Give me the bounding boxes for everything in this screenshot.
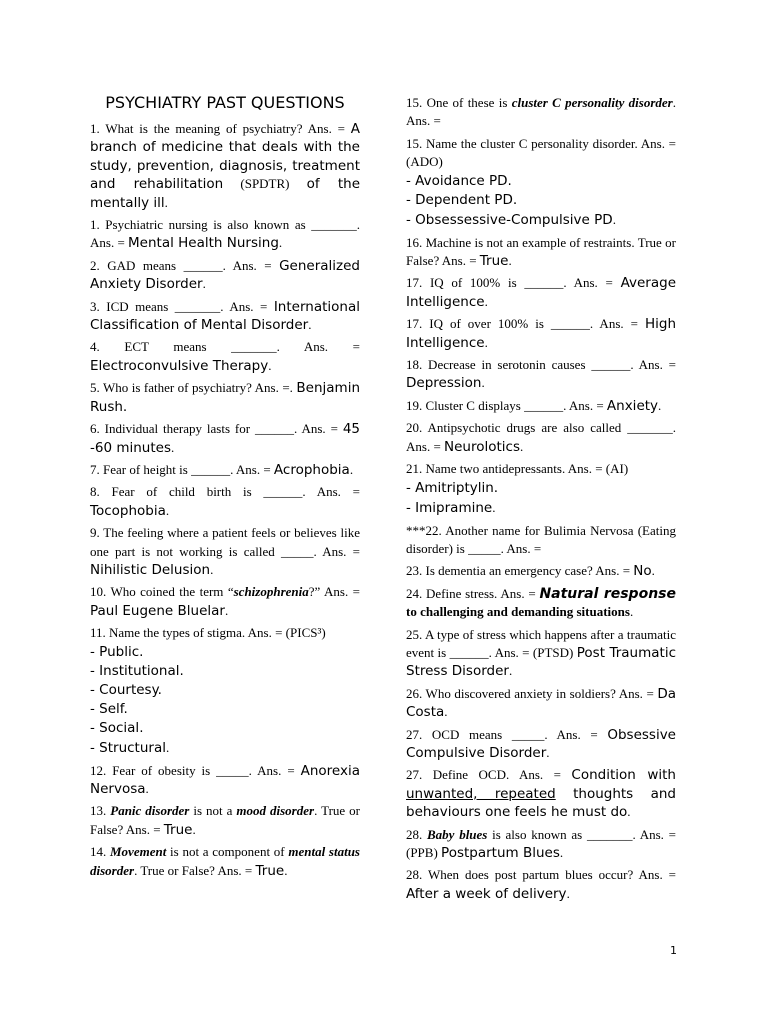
question-20: 20. Antipsychotic drugs are also called _______. Ans. = Neurolotics.	[406, 420, 676, 455]
question-psychiatric-nursing: 1. Psychiatric nursing is also known as _______. Ans. = Mental Health Nursing.	[90, 217, 360, 252]
answer-1a: A branch of medicine that deals with the study, prevention, diagnosis, treatment and rehabilitation	[90, 121, 360, 193]
question-10: 10. Who coined the term “schizophrenia?” Ans. = Paul Eugene Bluelar.	[90, 584, 360, 619]
question-17a: 17. IQ of 100% is ______. Ans. = Average Intelligence.	[406, 275, 676, 310]
question-19: 19. Cluster C displays ______. Ans. = Anxiety.	[406, 397, 662, 414]
answer-1b: of the mentally ill	[90, 176, 361, 211]
question-8: 8. Fear of child birth is ______. Ans. = Tocophobia.	[90, 484, 360, 519]
list-item: - Amitriptylin.	[406, 479, 499, 496]
list-item: - Structural.	[90, 739, 170, 756]
list-item: - Public.	[90, 643, 144, 660]
question-6: 6. Individual therapy lasts for ______. Ans. = 45 -60 minutes.	[90, 421, 360, 456]
question-3: 3. ICD means _______. Ans. = International Classification of Mental Disorder.	[90, 298, 360, 334]
question-18: 18. Decrease in serotonin causes ______. Ans. = Depression.	[406, 357, 676, 392]
list-item: - Courtesy.	[90, 681, 162, 698]
question-25: 25. A type of stress which happens after a traumatic event is ______. Ans. = (PTSD) Post Traumatic Stress Disorder.	[406, 626, 676, 680]
question-2: 2. GAD means ______. Ans. = Generalized Anxiety Disorder.	[90, 257, 360, 293]
question-22: ***22. Another name for Bulimia Nervosa (Eating disorder) is _____. Ans. =	[406, 522, 676, 556]
right-column	[406, 94, 676, 907]
question-17b: 17. IQ of over 100% is ______. Ans. = High Intelligence.	[406, 316, 676, 351]
list-item: - Dependent PD.	[406, 191, 518, 208]
question-13: 13. Panic disorder is not a mood disorder. True or False? Ans. = True.	[90, 803, 360, 838]
question-5: 5. Who is father of psychiatry? Ans. =. Benjamin Rush.	[90, 380, 360, 415]
question-26: 26. Who discovered anxiety in soldiers? Ans. = Da Costa.	[406, 685, 676, 721]
list-item: - Self.	[90, 700, 128, 717]
page-number: 1	[670, 944, 677, 957]
question-21: 21. Name two antidepressants. Ans. = (AI) - Amitriptylin. - Imipramine.	[406, 460, 676, 517]
list-item: - Avoidance PD.	[406, 172, 512, 189]
page-title: PSYCHIATRY PAST QUESTIONS	[105, 93, 345, 112]
question-27a: 27. OCD means _____. Ans. = Obsessive Compulsive Disorder.	[406, 726, 676, 761]
question-15b: 15. Name the cluster C personality disorder. Ans. = (ADO) - Avoidance PD. - Dependent PD. - Obsessessive-Compulsive PD.	[406, 135, 676, 228]
question-11: 11. Name the types of stigma. Ans. = (PICS³) - Public. - Institutional. - Courtesy. - Self. - Social. - Structural.	[90, 624, 360, 757]
list-item: - Institutional.	[90, 662, 184, 679]
question-4: 4. ECT means _______. Ans. = Electroconvulsive Therapy.	[90, 339, 360, 374]
question-16: 16. Machine is not an example of restraints. True or False? Ans. = True.	[406, 234, 676, 270]
list-item: - Social.	[90, 719, 144, 736]
list-item: - Obsessessive-Compulsive PD.	[406, 211, 616, 228]
left-column	[90, 92, 360, 884]
question-15a: 15. One of these is cluster C personality disorder. Ans. =	[406, 95, 676, 129]
list-item: - Imipramine.	[406, 499, 496, 516]
question-14: 14. Movement is not a component of mental status disorder. True or False? Ans. = True.	[90, 844, 360, 879]
question-9: 9. The feeling where a patient feels or believes like one part is not working is called _____. Ans. = Nihilistic Delusion.	[90, 525, 360, 578]
question-7: 7. Fear of height is ______. Ans. = Acrophobia.	[90, 461, 354, 478]
question-1: 1. What is the meaning of psychiatry? Ans. = A branch of medicine that deals with the study, prevention, diagnosis, treatment and rehabilitation (SPDTR) of the mentally ill.	[90, 121, 361, 211]
question-24: 24. Define stress. Ans. = Natural response to challenging and demanding situations.	[406, 585, 676, 620]
question-12: 12. Fear of obesity is _____. Ans. = Anorexia Nervosa.	[90, 762, 360, 797]
question-27b: 27. Define OCD. Ans. = Condition with unwanted, repeated thoughts and behaviours one feels he must do.	[406, 767, 676, 821]
question-28b: 28. When does post partum blues occur? Ans. = After a week of delivery.	[406, 867, 676, 902]
question-23: 23. Is dementia an emergency case? Ans. = No.	[406, 563, 655, 580]
question-28a: 28. Baby blues is also known as _______. Ans. = (PPB) Postpartum Blues.	[406, 826, 677, 861]
